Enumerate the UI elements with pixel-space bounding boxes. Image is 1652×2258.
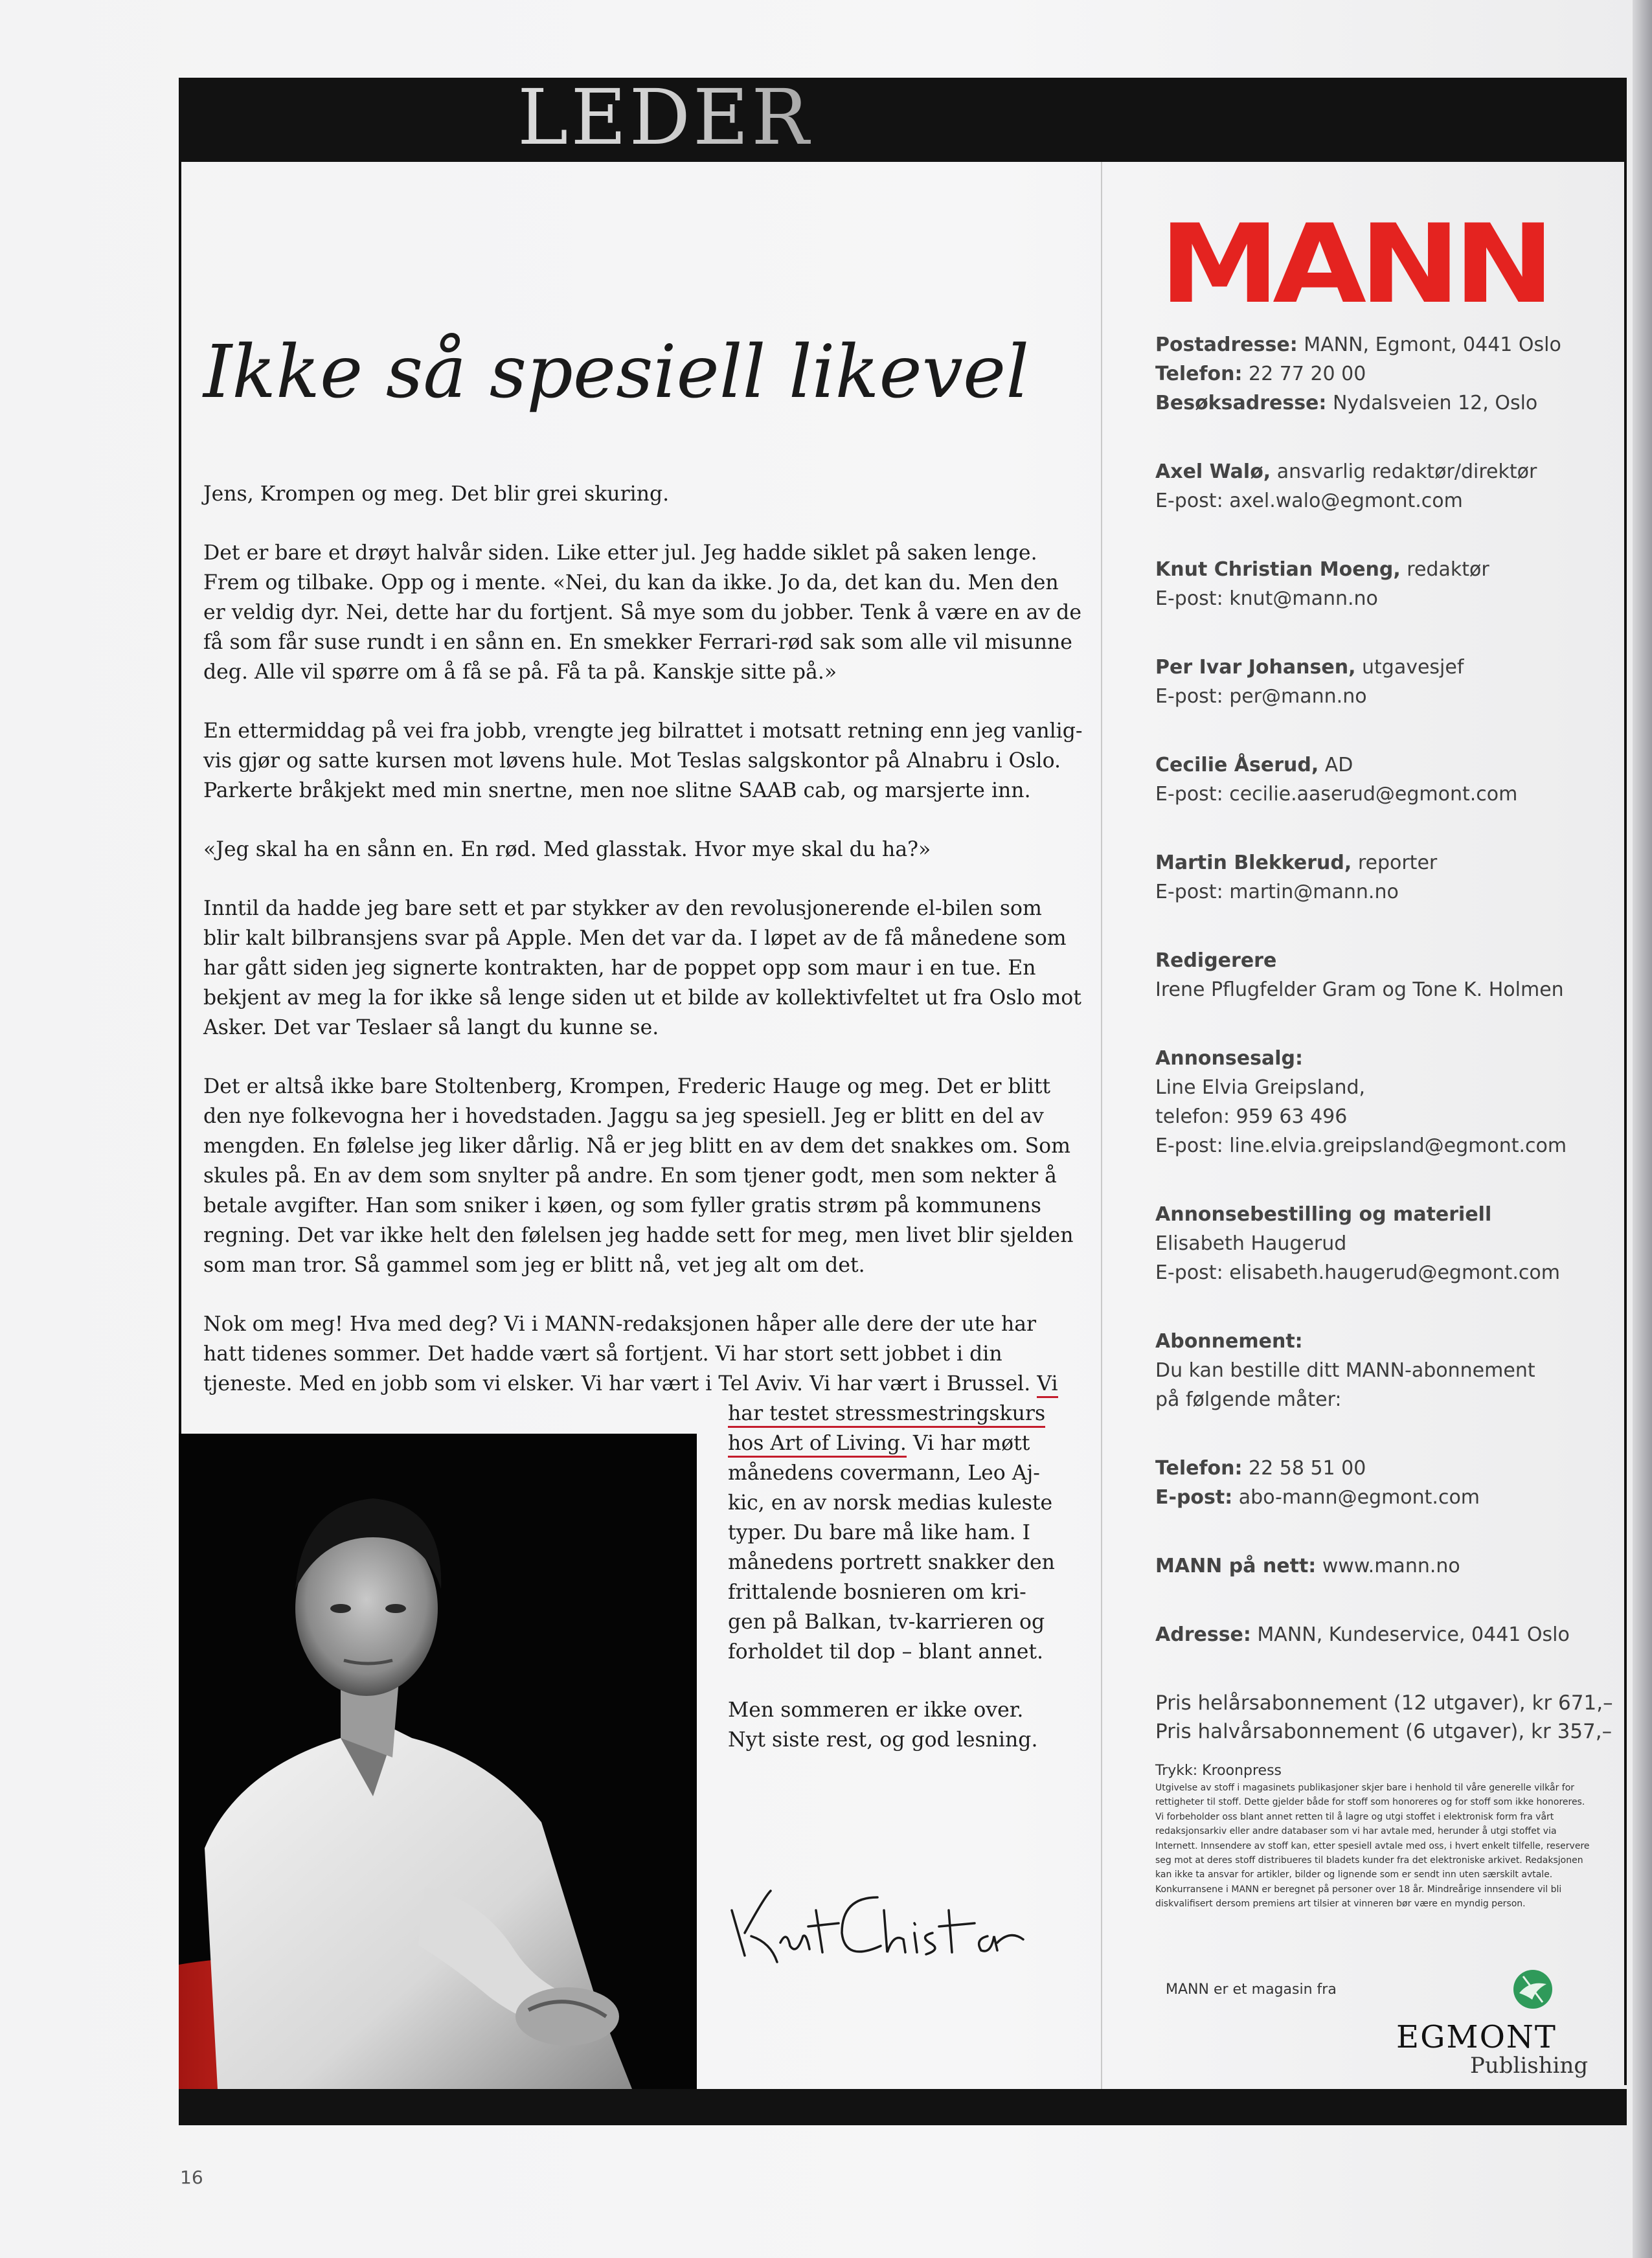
staff-role: reporter bbox=[1352, 852, 1438, 874]
editor-portrait bbox=[179, 1434, 697, 2089]
editors-names: Irene Pflugfelder Gram og Tone K. Holmen bbox=[1155, 978, 1564, 1001]
bottom-bar bbox=[179, 2089, 1627, 2125]
label: Besøksadresse: bbox=[1155, 392, 1327, 414]
text-line: månedens portrett snakker den bbox=[728, 1551, 1055, 1574]
web-entry bbox=[1155, 1552, 1602, 1581]
value: abo-mann@egmont.com bbox=[1232, 1486, 1480, 1509]
text-fragment: Vi har møtt bbox=[906, 1432, 1030, 1455]
heading: Abonnement: bbox=[1155, 1330, 1303, 1353]
value: 22 77 20 00 bbox=[1242, 363, 1366, 385]
ad-orders-heading bbox=[1155, 1200, 1602, 1229]
staff-email: E-post: knut@mann.no bbox=[1155, 587, 1378, 610]
highlighted-text: hos Art of Living. bbox=[728, 1432, 907, 1455]
customer-service-entry bbox=[1155, 1620, 1602, 1649]
staff-email: E-post: per@mann.no bbox=[1155, 685, 1367, 708]
ad-sales-line: telefon: 959 63 496 bbox=[1155, 1105, 1348, 1128]
staff-role: utgavesjef bbox=[1355, 656, 1464, 679]
ad-orders-entry bbox=[1155, 1200, 1602, 1287]
text-line: forholdet til dop – blant annet. bbox=[728, 1640, 1044, 1664]
label: Postadresse: bbox=[1155, 333, 1298, 356]
ad-orders-line: E-post: elisabeth.haugerud@egmont.com bbox=[1155, 1261, 1560, 1284]
swan-eco-label-icon bbox=[1510, 1967, 1556, 2016]
text-line: er veldig dyr. Nei, dette har du fortjent. Så mye som du jobber. Tenk å være en av de bbox=[203, 601, 1081, 624]
mann-logo-text: MANN bbox=[1159, 214, 1548, 311]
price-half-year: Pris halvårsabonnement (6 utgaver), kr 357,– bbox=[1155, 1720, 1612, 1743]
subscription-contact bbox=[1155, 1454, 1602, 1512]
masthead bbox=[1155, 330, 1613, 1951]
text-line: kic, en av norsk medias kuleste bbox=[728, 1491, 1053, 1515]
staff-role: redaktør bbox=[1400, 558, 1489, 581]
subscription-phone bbox=[1155, 1454, 1602, 1483]
text-line: hatt tidenes sommer. Det hadde vært så fortjent. Vi har stort sett jobbet i din bbox=[203, 1342, 1002, 1366]
text-line: betale avgifter. Han som sniker i køen, og som fyller gratis strøm på kommunens bbox=[203, 1194, 1041, 1217]
heading: Redigerere bbox=[1155, 949, 1277, 972]
ad-sales-line: E-post: line.elvia.greipsland@egmont.com bbox=[1155, 1135, 1567, 1157]
label: Adresse: bbox=[1155, 1623, 1251, 1646]
text-line: «Jeg skal ha en sånn en. En rød. Med glasstak. Hvor mye skal du ha?» bbox=[203, 838, 931, 861]
egmont-publishing: Publishing bbox=[1470, 2053, 1589, 2079]
heading: Annonsebestilling og materiell bbox=[1155, 1203, 1492, 1226]
text-line: frittalende bosnieren om kri- bbox=[728, 1581, 1026, 1604]
text-line: Det er altså ikke bare Stoltenberg, Krompen, Frederic Hauge og meg. Det er blitt bbox=[203, 1075, 1051, 1098]
staff-name: Axel Walø, bbox=[1155, 460, 1271, 483]
subscription-line: Du kan bestille ditt MANN-abonnement bbox=[1155, 1359, 1535, 1382]
text-fragment: tjeneste. Med en jobb som vi elsker. Vi har vært i Tel Aviv. Vi har vært i Brussel. bbox=[203, 1372, 1031, 1395]
staff-entry bbox=[1155, 848, 1602, 907]
text-line: vis gjør og satte kursen mot løvens hule. Mot Teslas salgskontor på Alnabru i Oslo. bbox=[203, 749, 1061, 773]
text-line: gen på Balkan, tv-karrieren og bbox=[728, 1610, 1045, 1634]
paragraph bbox=[728, 1399, 1091, 1667]
subscription-heading bbox=[1155, 1327, 1602, 1356]
rights-fineprint: Utgivelse av stoff i magasinets publikasjoner skjer bare i henhold til våre generelle vilkår for rettigheter til stoff. Dette gjelder både for stoff som honoreres og for stoff som ikke honoreres. Vi forbeholder oss blant annet retten til å lagre og utgi stoffet i elektronisk form fra vårt redaksjonsarkiv eller andre databaser som vi har avtale med, herunder å utgi stoffet via Internett. Innsendere av stoff kan, etter spesiell avtale med oss, i hvert enkelt tilfelle, reservere seg mot at deres stoff distribueres til bladets kunder fra det elektroniske arkivet. Redaksjonen kan ikke ta ansvar for artikler, bilder og lignende som er sendt inn uten særskilt avtale. Konkurransene i MANN er beregnet på personer over 18 år. Mindreårige innsendere vil bli diskvalifisert dersom premiens art tilsier at vinneren bør være en myndig person. bbox=[1155, 1783, 1590, 1910]
staff-email: E-post: cecilie.aaserud@egmont.com bbox=[1155, 783, 1518, 806]
portrait-illustration bbox=[179, 1434, 697, 2089]
price-full-year: Pris helårsabonnement (12 utgaver), kr 671,– bbox=[1155, 1691, 1613, 1715]
editors-entry bbox=[1155, 946, 1602, 1004]
mann-logo bbox=[1156, 214, 1551, 311]
text-line: skules på. En av dem som snylter på andre. En som tjener godt, men som nekter å bbox=[203, 1164, 1057, 1188]
printer: Trykk: Kroonpress bbox=[1155, 1763, 1282, 1779]
highlighted-text: har testet stressmestringskurs bbox=[728, 1402, 1046, 1425]
page-number: 16 bbox=[180, 2167, 203, 2188]
text-line: Men sommeren er ikke over. bbox=[728, 1699, 1024, 1722]
signature-drawing bbox=[725, 1871, 1030, 1969]
staff-name-role bbox=[1155, 751, 1602, 780]
ad-orders-line: Elisabeth Haugerud bbox=[1155, 1232, 1347, 1255]
page-edge bbox=[1633, 0, 1652, 2258]
ad-sales-entry bbox=[1155, 1044, 1602, 1160]
editorial-body bbox=[203, 479, 1083, 1428]
text-line: Inntil da hadde jeg bare sett et par stykker av den revolusjonerende el-bilen som bbox=[203, 897, 1042, 920]
staff-role: ansvarlig redaktør/direktør bbox=[1271, 460, 1537, 483]
text-line bbox=[728, 1399, 1091, 1428]
text-line: typer. Du bare må like ham. I bbox=[728, 1521, 1031, 1544]
text-line: bekjent av meg la for ikke så lenge siden ut et bilde av kollektivfeltet ut fra Oslo mot bbox=[203, 986, 1081, 1010]
column-divider bbox=[1101, 162, 1102, 2089]
staff-name: Knut Christian Moeng, bbox=[1155, 558, 1401, 581]
staff-entry bbox=[1155, 457, 1602, 515]
heading: Annonsesalg: bbox=[1155, 1047, 1303, 1070]
subscription-entry bbox=[1155, 1327, 1602, 1414]
egmont-logo: EGMONT bbox=[1396, 2019, 1557, 2055]
headline: Ikke så spesiell likevel bbox=[203, 330, 1030, 414]
value: Nydalsveien 12, Oslo bbox=[1326, 392, 1538, 414]
staff-name-role bbox=[1155, 653, 1602, 682]
paragraph bbox=[203, 538, 1081, 687]
staff-entry bbox=[1155, 555, 1602, 613]
paragraph bbox=[203, 1072, 1074, 1280]
ad-sales-line: Line Elvia Greipsland, bbox=[1155, 1076, 1366, 1099]
paragraph bbox=[203, 894, 1081, 1043]
staff-name-role bbox=[1155, 457, 1602, 486]
paragraph bbox=[203, 716, 1083, 806]
text-line: har gått siden jeg signerte kontrakten, har de poppet opp som maur i en tue. En bbox=[203, 956, 1036, 980]
text-line: Asker. Det var Teslaer så langt du kunne se. bbox=[203, 1016, 659, 1039]
label: E-post: bbox=[1155, 1486, 1233, 1509]
publisher-note: MANN er et magasin fra bbox=[1166, 1981, 1337, 1998]
staff-entry bbox=[1155, 653, 1602, 711]
text-line: mengden. En følelse jeg liker dårlig. Nå er jeg blitt en av dem det snakkes om. Som bbox=[203, 1135, 1070, 1158]
visit-address bbox=[1155, 389, 1602, 418]
paragraph bbox=[203, 479, 1071, 509]
staff-email: E-post: martin@mann.no bbox=[1155, 881, 1399, 903]
text-line: Parkerte bråkjekt med min snertne, men noe slitne SAAB cab, og marsjerte inn. bbox=[203, 779, 1031, 802]
text-line: Jens, Krompen og meg. Det blir grei skuring. bbox=[203, 482, 670, 506]
mann-logo-mark bbox=[1156, 214, 1551, 311]
text-line: få som får suse rundt i en sånn en. En smekker Ferrari-rød sak som alle vil misunne bbox=[203, 631, 1072, 654]
web-address bbox=[1155, 1552, 1602, 1581]
staff-name: Cecilie Åserud, bbox=[1155, 754, 1319, 776]
ad-sales-heading bbox=[1155, 1044, 1602, 1073]
paragraph bbox=[203, 1309, 1071, 1399]
postal-address bbox=[1155, 330, 1602, 359]
text-line bbox=[728, 1428, 1091, 1458]
paragraph bbox=[203, 835, 1071, 864]
paragraph bbox=[728, 1695, 1091, 1755]
label: Telefon: bbox=[1155, 1457, 1243, 1480]
value: MANN, Egmont, 0441 Oslo bbox=[1297, 333, 1561, 356]
staff-name-role bbox=[1155, 555, 1602, 584]
subscription-email bbox=[1155, 1483, 1602, 1512]
highlighted-text: Vi bbox=[1037, 1372, 1058, 1395]
text-line: Det er bare et drøyt halvår siden. Like etter jul. Jeg hadde siklet på saken lenge. bbox=[203, 541, 1037, 565]
prices-entry bbox=[1155, 1689, 1613, 1746]
subscription-line: på følgende måter: bbox=[1155, 1388, 1342, 1411]
masthead-contact bbox=[1155, 330, 1602, 418]
value: www.mann.no bbox=[1316, 1555, 1460, 1577]
value: 22 58 51 00 bbox=[1242, 1457, 1366, 1480]
text-line bbox=[203, 1369, 1071, 1399]
phone bbox=[1155, 359, 1602, 389]
label: MANN på nett: bbox=[1155, 1555, 1317, 1577]
text-line: Frem og tilbake. Opp og i mente. «Nei, du kan da ikke. Jo da, det kan du. Men den bbox=[203, 571, 1059, 594]
label: Telefon: bbox=[1155, 363, 1243, 385]
text-line: En ettermiddag på vei fra jobb, vrengte jeg bilrattet i motsatt retning enn jeg vanlig- bbox=[203, 719, 1083, 743]
text-line: deg. Alle vil spørre om å få se på. Få ta på. Kanskje sitte på.» bbox=[203, 660, 837, 684]
staff-email: E-post: axel.walo@egmont.com bbox=[1155, 490, 1463, 512]
text-line: Nok om meg! Hva med deg? Vi i MANN-redaksjonen håper alle dere der ute har bbox=[203, 1313, 1037, 1336]
print-entry bbox=[1155, 1763, 1602, 1912]
staff-name: Per Ivar Johansen, bbox=[1155, 656, 1356, 679]
staff-role: AD bbox=[1318, 754, 1353, 776]
staff-name-role bbox=[1155, 848, 1602, 877]
value: MANN, Kundeservice, 0441 Oslo bbox=[1250, 1623, 1570, 1646]
editors-heading bbox=[1155, 946, 1602, 975]
text-line: månedens covermann, Leo Aj- bbox=[728, 1462, 1040, 1485]
text-line: den nye folkevogna her i hovedstaden. Jaggu sa jeg spesiell. Jeg er blitt en del av bbox=[203, 1105, 1044, 1128]
editor-signature bbox=[725, 1871, 1030, 1969]
text-line: blir kalt bilbransjens svar på Apple. Men det var da. I løpet av de få månedene som bbox=[203, 927, 1067, 950]
customer-service-address bbox=[1155, 1620, 1602, 1649]
staff-name: Martin Blekkerud, bbox=[1155, 852, 1352, 874]
text-line: regning. Det var ikke helt den følelsen jeg hadde sett for meg, men livet blir sjelden bbox=[203, 1224, 1074, 1247]
staff-entry bbox=[1155, 751, 1602, 809]
text-line: som man tror. Så gammel som jeg er blitt nå, vet jeg alt om det. bbox=[203, 1254, 865, 1277]
text-line: Nyt siste rest, og god lesning. bbox=[728, 1728, 1038, 1752]
section-title: LEDER bbox=[179, 75, 1150, 159]
editorial-body-narrow bbox=[728, 1399, 1091, 1783]
